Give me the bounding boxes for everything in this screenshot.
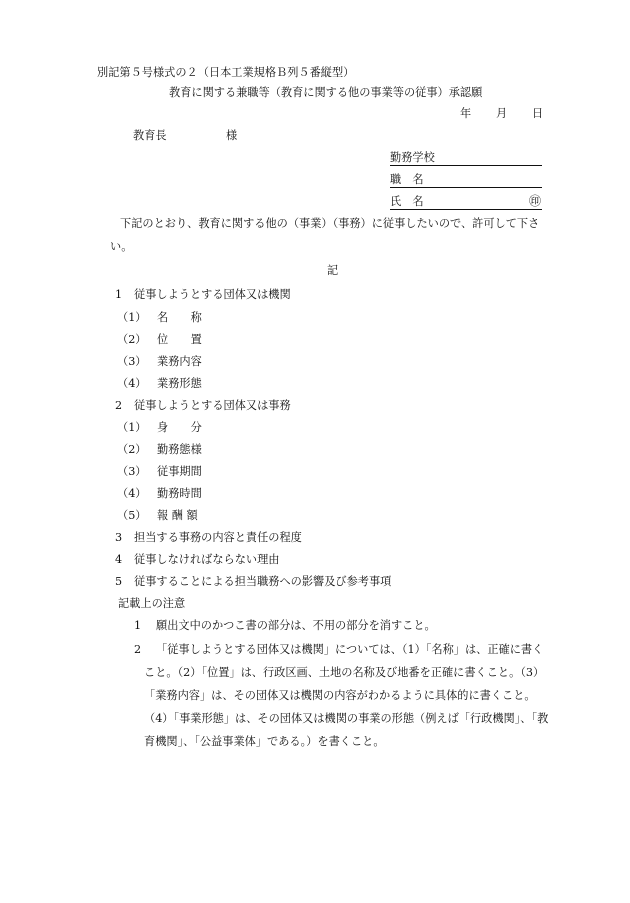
date-year-label: 年 bbox=[460, 107, 472, 120]
note-2-line-5: 育機関」、「公益事業体」である。）を書くこと。 bbox=[144, 735, 385, 748]
section-3-title: 担当する事務の内容と責任の程度 bbox=[134, 531, 302, 544]
section-1-sub-4-number: （4） bbox=[117, 377, 147, 390]
school-label: 勤務学校 bbox=[390, 151, 435, 164]
note-2-number: 2 bbox=[134, 643, 142, 656]
section-2-sub-3-label: 従事期間 bbox=[157, 465, 202, 478]
section-5-number: 5 bbox=[115, 575, 123, 588]
section-2-sub-1-label: 身 分 bbox=[157, 421, 202, 434]
section-1-sub-2-label: 位 置 bbox=[157, 333, 202, 346]
request-text-line2: い。 bbox=[110, 240, 133, 253]
section-3-number: 3 bbox=[115, 531, 123, 544]
name-label: 氏 名 bbox=[390, 195, 424, 208]
document-title: 教育に関する兼職等（教育に関する他の事業等の従事）承認願 bbox=[169, 86, 483, 99]
section-2-sub-3-number: （3） bbox=[117, 465, 147, 478]
addressee-honorific: 様 bbox=[226, 129, 238, 142]
section-2-sub-5-label: 報 酬 額 bbox=[157, 509, 198, 522]
section-1-sub-3-label: 業務内容 bbox=[157, 355, 202, 368]
section-2-sub-4-number: （4） bbox=[117, 487, 147, 500]
section-2-sub-5-number: （5） bbox=[117, 509, 147, 522]
section-1-sub-3-number: （3） bbox=[117, 355, 147, 368]
section-4-number: 4 bbox=[115, 553, 123, 566]
notes-heading: 記載上の注意 bbox=[118, 597, 186, 610]
request-text-line1: 下記のとおり、教育に関する他の（事業）（事務）に従事したいので、許可して下さ bbox=[120, 217, 540, 230]
addressee-title: 教育長 bbox=[133, 129, 167, 142]
section-1-number: 1 bbox=[115, 288, 123, 301]
note-2-line-3: 「業務内容」は、その団体又は機関の内容がわかるように具体的に書くこと。 bbox=[144, 689, 536, 702]
section-1-title: 従事しようとする団体又は機関 bbox=[134, 288, 291, 301]
date-month-label: 月 bbox=[496, 107, 508, 120]
date-day-label: 日 bbox=[532, 107, 544, 120]
note-1-number: 1 bbox=[134, 619, 142, 632]
section-1-sub-2-number: （2） bbox=[117, 333, 147, 346]
section-1-sub-1-number: （1） bbox=[117, 311, 147, 324]
section-2-sub-4-label: 勤務時間 bbox=[157, 487, 202, 500]
section-2-sub-1-number: （1） bbox=[117, 421, 147, 434]
section-2-sub-2-number: （2） bbox=[117, 443, 147, 456]
seal-mark: ㊞ bbox=[529, 194, 542, 208]
section-1-sub-1-label: 名 称 bbox=[157, 311, 202, 324]
note-1-text: 願出文中のかつこ書の部分は、不用の部分を消すこと。 bbox=[156, 619, 436, 632]
note-2-line-2: こと。（2）「位置」は、行政区画、土地の名称及び地番を正確に書くこと。（3） bbox=[144, 666, 545, 679]
section-2-title: 従事しようとする団体又は事務 bbox=[134, 399, 291, 412]
section-5-title: 従事することによる担当職務への影響及び参考事項 bbox=[134, 575, 392, 588]
form-number-title: 別記第５号様式の２（日本工業規格Ｂ列５番縦型） bbox=[97, 66, 355, 79]
note-2-line-1: 「従事しようとする団体又は機関」については、（1）「名称」は、正確に書く bbox=[156, 643, 544, 656]
section-2-sub-2-label: 勤務態様 bbox=[157, 443, 202, 456]
section-1-sub-4-label: 業務形態 bbox=[157, 377, 202, 390]
section-2-number: 2 bbox=[115, 399, 123, 412]
note-2-line-4: （4）「事業形態」は、その団体又は機関の事業の形態（例えば「行政機関」、「教 bbox=[144, 712, 549, 725]
position-label: 職 名 bbox=[390, 173, 424, 186]
section-4-title: 従事しなければならない理由 bbox=[134, 553, 280, 566]
ki-heading: 記 bbox=[327, 264, 339, 277]
